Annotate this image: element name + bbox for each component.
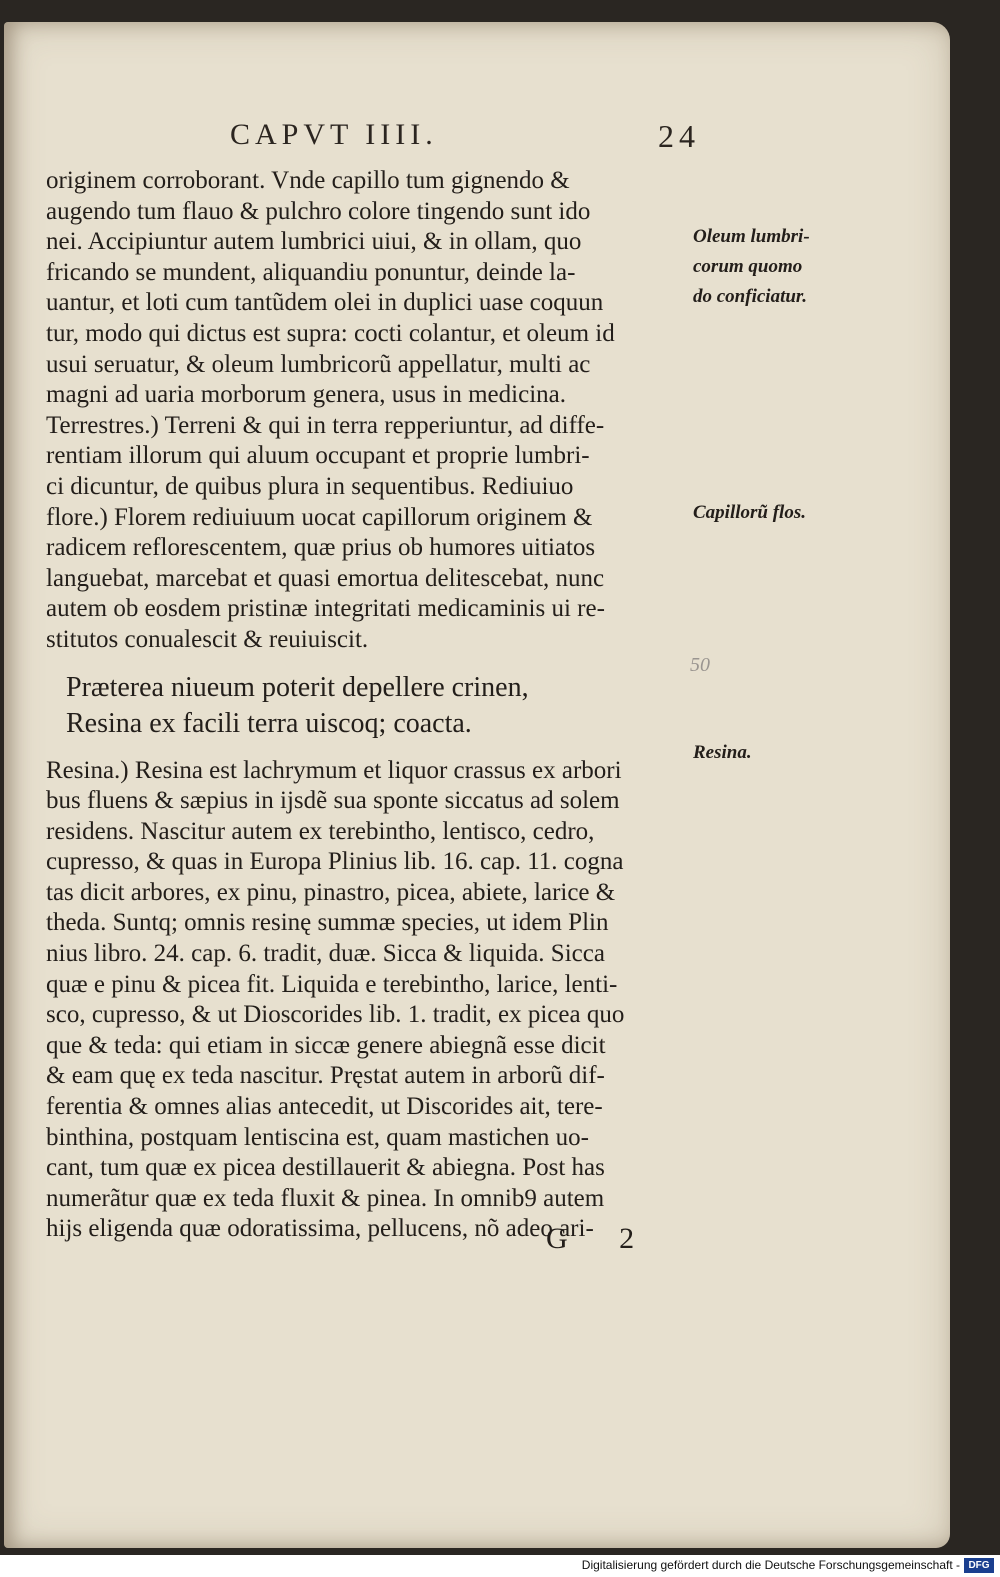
text-line: uantur, et loti cum tantũdem olei in duplici uase coquun [46,289,604,317]
pencil-annotation: 50 [690,654,710,676]
spacer [46,656,686,670]
text-line: Resina.) Resina est lachrymum et liquor crassus ex arbori [46,756,622,784]
margin-note-resina: Resina. [693,742,752,763]
text-line: autem ob eosdem pristinæ integritati medicaminis ui re- [46,595,605,623]
text-line: stitutos conualescit & reuiuiscit. [46,625,369,653]
dfg-logo: DFG [964,1558,994,1573]
verse-line: Resina ex facili terra uiscoq; coacta. [66,707,472,739]
text-line: quæ e pinu & picea fit. Liquida e terebintho, larice, lenti- [46,970,618,998]
text-line: ci dicuntur, de quibus plura in sequentibus. Rediuiuo [46,472,574,500]
text-line: theda. Suntq; omnis resinę summæ species, ut idem Plin [46,909,609,937]
text-line: & eam quę ex teda nascitur. Pręstat autem in arborũ dif- [46,1062,605,1090]
text-line: ferentia & omnes alias antecedit, ut Discorides ait, tere- [46,1093,603,1121]
text-line: rentiam illorum qui aluum occupant et proprie lumbri- [46,442,590,470]
text-line: fricando se mundent, aliquandiu ponuntur, deinde la- [46,258,576,286]
text-line: originem corroborant. Vnde capillo tum gignendo & [46,167,570,194]
text-line: cant, tum quæ ex picea destillauerit & abiegna. Post has [46,1154,605,1182]
text-line: sco, cupresso, & ut Dioscorides lib. 1. tradit, ex picea quo [46,1001,625,1029]
text-line: numerãtur quæ ex teda fluxit & pinea. In omnib9 autem [46,1184,605,1212]
margin-note-oleum-3: do conficiatur. [693,286,808,307]
text-line: que & teda: qui etiam in siccæ genere abiegnã esse dicit [46,1031,606,1059]
text-line: nei. Accipiuntur autem lumbrici uiui, & in ollam, quo [46,228,582,256]
text-line: magni ad uaria morborum genera, usus in medicina. [46,381,566,409]
text-line: nius libro. 24. cap. 6. tradit, duæ. Sicca & liquida. Sicca [46,940,605,968]
spacer [46,742,686,756]
footer-credit: Digitalisierung gefördert durch die Deutsche Forschungsgemeinschaft - [581,1558,960,1572]
verse-line: Præterea niueum poterit depellere crinen, [66,671,529,703]
running-header [230,118,700,158]
margin-note-oleum-1: Oleum lumbri- [693,226,810,247]
text-line: flore.) Florem rediuiuum uocat capillorum originem & [46,503,593,531]
text-line: hijs eligenda quæ odoratissima, pellucens, nõ adeo ari- [46,1215,594,1243]
text-line: Terrestres.) Terreni & qui in terra repperiuntur, ad diffe- [46,411,605,439]
text-line: radicem reflorescentem, quæ prius ob humores uitiatos [46,534,596,562]
text-line: languebat, marcebat et quasi emortua delitescebat, nunc [46,564,605,592]
text-line: bus fluens & sæpius in ijsdẽ sua sponte siccatus ad solem [46,787,620,815]
margin-note-capillorum: Capillorũ flos. [693,502,806,523]
chapter-title: CAPVT IIII. [230,118,438,151]
text-line: tur, modo qui dictus est supra: cocti colantur, et oleum id [46,319,615,347]
text-line: usui seruatur, & oleum lumbricorũ appellatur, multi ac [46,350,591,378]
text-line: cupresso, & quas in Europa Plinius lib. 16. cap. 11. cogna [46,848,624,876]
text-line: augendo tum flauo & pulchro colore tingendo sunt ido [46,197,591,225]
text-line: binthina, postquam lentiscina est, quam mastichen uo- [46,1123,589,1151]
text-line: residens. Nascitur autem ex terebintho, lentisco, cedro, [46,817,595,845]
signature-mark: G 2 [546,1222,657,1255]
main-text [46,166,686,1245]
margin-note-oleum-2: corum quomo [693,256,803,277]
text-line: tas dicit arbores, ex pinu, pinastro, picea, abiete, larice & [46,878,616,906]
page-number: 24 [658,118,700,154]
